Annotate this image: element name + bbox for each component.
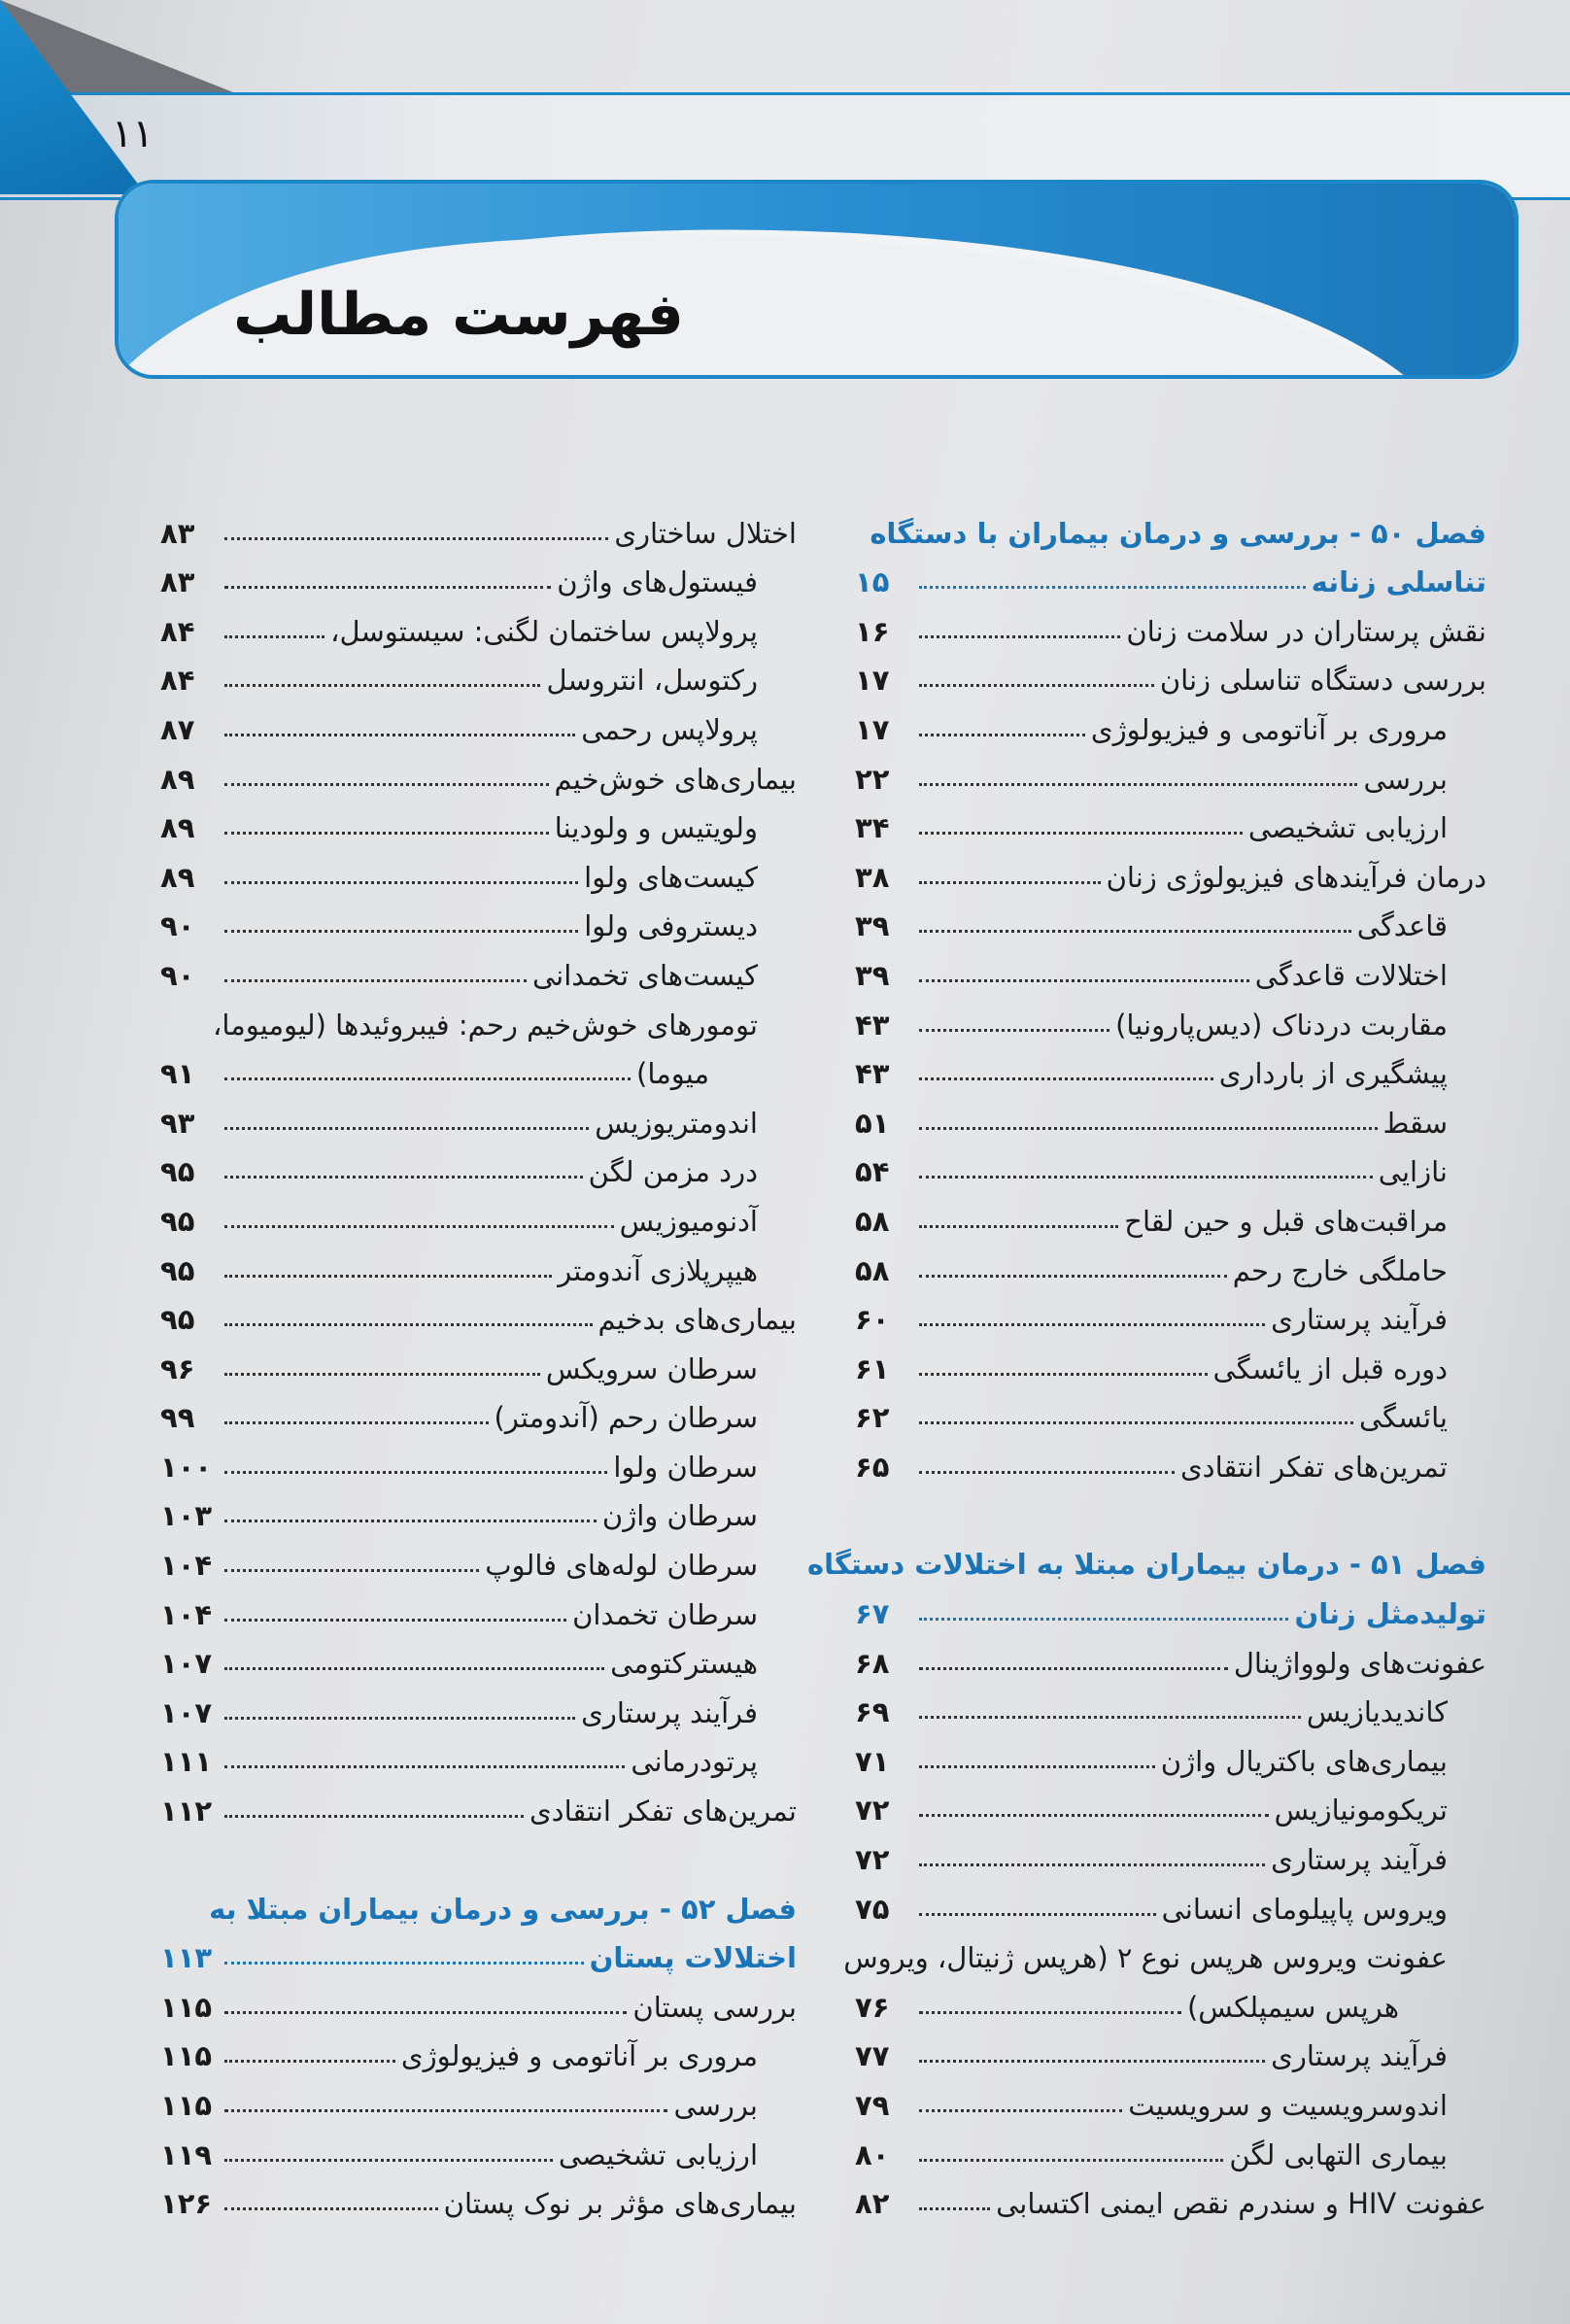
toc-entry <box>160 894 797 943</box>
toc-entry <box>160 1042 797 1091</box>
dot-leader <box>919 1913 1156 1916</box>
toc-page-number: ۹۶ <box>160 1351 195 1385</box>
toc-entry-title: فصل ۵۱ - درمان بیماران مبتلا به اختلالات دستگاه <box>807 1548 1486 1582</box>
dot-leader <box>224 881 578 884</box>
dot-leader <box>919 1323 1265 1326</box>
toc-entry-title: تمرین‌های تفکر انتقادی <box>1179 1450 1448 1484</box>
toc-page-number: ۷۲ <box>855 1843 890 1877</box>
toc-entry <box>160 1532 797 1582</box>
toc-entry-title: اختلالات پستان <box>589 1941 797 1975</box>
toc-entry <box>855 648 1486 698</box>
toc-entry <box>160 2024 797 2073</box>
toc-entry <box>855 1778 1486 1828</box>
toc-page-number: ۱۲۶ <box>160 2187 213 2221</box>
dot-leader <box>224 832 549 835</box>
toc-entry <box>855 1188 1486 1238</box>
toc-entry <box>160 746 797 796</box>
toc-entry-title: سرطان لوله‌های فالوپ <box>485 1549 758 1583</box>
toc-page-number: ۹۱ <box>160 1057 195 1091</box>
toc-entry-title: مقاربت دردناک (دیس‌پارونیا) <box>1115 1008 1448 1042</box>
toc-page-number: ۹۵ <box>160 1155 195 1189</box>
toc-entry-title: نقش پرستاران در سلامت زنان <box>1126 614 1486 648</box>
dot-leader <box>224 2109 667 2112</box>
dot-leader <box>224 1275 552 1278</box>
dot-leader <box>919 1667 1228 1670</box>
dot-leader <box>224 635 324 638</box>
toc-entry-title: پرولاپس ساختمان لگنی: سیستوسل، <box>330 614 758 648</box>
toc-page-number: ۹۵ <box>160 1303 195 1337</box>
toc-page-number: ۹۳ <box>160 1106 195 1140</box>
toc-entry <box>855 746 1486 796</box>
title-banner <box>115 180 1519 379</box>
toc-entry-title: اندوسرویسیت و سرویسیت <box>1128 2089 1448 2122</box>
toc-entry-title: سرطان ولوا <box>613 1450 758 1484</box>
dot-leader <box>919 1077 1213 1080</box>
toc-entry-title: بررسی <box>673 2089 758 2122</box>
toc-page-number: ۵۱ <box>855 1106 890 1140</box>
toc-page-number: ۶۲ <box>855 1401 890 1435</box>
toc-entry-title: پیشگیری از بارداری <box>1218 1057 1448 1091</box>
toc-entry <box>855 1336 1486 1385</box>
toc-entry-title: بیماری التهابی لگن <box>1229 2137 1448 2171</box>
dot-leader <box>224 1471 607 1474</box>
toc-page-number: ۱۰۳ <box>160 1499 213 1533</box>
toc-page-number: ۱۱۵ <box>160 2039 213 2073</box>
toc-entry-title: ویروس پاپیلومای انسانی <box>1161 1892 1448 1926</box>
toc-page-number: ۸۹ <box>160 811 195 845</box>
toc-entry-title: بیماری‌های بدخیم <box>597 1303 797 1337</box>
dot-leader <box>224 1717 575 1720</box>
toc-page-number: ۹۵ <box>160 1253 195 1287</box>
toc-page-number: ۶۹ <box>855 1695 890 1729</box>
toc-right-column <box>807 500 1486 2221</box>
toc-entry <box>160 1385 797 1435</box>
toc-entry <box>160 1188 797 1238</box>
toc-entry-title: کیست‌های ولوا <box>584 860 758 894</box>
toc-page-number: ۳۹ <box>855 958 890 992</box>
toc-entry-title: بررسی <box>1363 762 1448 796</box>
toc-entry-title: سرطان تخمدان <box>572 1597 758 1631</box>
toc-entry-title: دیستروفی ولوا <box>584 909 758 943</box>
toc-page-number: ۷۱ <box>855 1744 890 1778</box>
toc-entry <box>160 500 797 550</box>
toc-entry-title: درد مزمن لگن <box>588 1155 758 1189</box>
toc-entry <box>855 1090 1486 1140</box>
section-gap <box>855 1484 1486 1532</box>
toc-page-number: ۷۷ <box>855 2039 890 2073</box>
toc-entry-title: تومورهای خوش‌خیم رحم: فیبروئیدها (لیومیوما، <box>213 1008 758 1042</box>
toc-page-number: ۸۷ <box>160 712 195 746</box>
toc-entry-title: سرطان رحم (آندومتر) <box>494 1401 758 1435</box>
toc-entry-title: پرتودرمانی <box>631 1745 758 1779</box>
dot-leader <box>224 1569 479 1572</box>
toc-entry <box>855 697 1486 746</box>
dot-leader <box>919 1814 1269 1817</box>
dot-leader <box>224 1619 566 1622</box>
section-gap <box>160 1828 797 1876</box>
dot-leader <box>919 2011 1181 2014</box>
toc-entry <box>855 796 1486 845</box>
toc-entry-title: مروری بر آناتومی و فیزیولوژی <box>1090 712 1448 746</box>
toc-chapter-entry <box>160 1876 797 1926</box>
toc-entry-title: بررسی پستان <box>632 1990 797 2024</box>
toc-entry <box>855 1238 1486 1287</box>
toc-entry-title: ارزیابی تشخیصی <box>1247 811 1448 845</box>
dot-leader <box>919 1029 1109 1032</box>
toc-entry-title: تمرین‌های تفکر انتقادی <box>529 1794 797 1828</box>
toc-entry-title: درمان فرآیندهای فیزیولوژی زنان <box>1106 860 1486 894</box>
toc-entry <box>855 1728 1486 1778</box>
dot-leader <box>224 1667 604 1670</box>
dot-leader <box>224 1520 597 1522</box>
dot-leader <box>919 2159 1223 2162</box>
toc-entry-title: اختلالات قاعدگی <box>1254 958 1448 992</box>
toc-page-number: ۹۰ <box>160 909 195 943</box>
toc-entry-title: مروری بر آناتومی و فیزیولوژی <box>400 2039 758 2073</box>
toc-page-number: ۷۹ <box>855 2089 890 2122</box>
toc-page-number: ۷۲ <box>855 1794 890 1828</box>
toc-entry <box>855 1140 1486 1189</box>
toc-page-number: ۱۱۱ <box>160 1745 213 1779</box>
toc-chapter-entry <box>855 500 1486 550</box>
toc-entry <box>160 1287 797 1337</box>
dot-leader <box>919 1863 1265 1866</box>
dot-leader <box>919 979 1249 982</box>
toc-left-column <box>160 500 797 2220</box>
toc-entry-title: بیماری‌های باکتریال واژن <box>1160 1744 1448 1778</box>
toc-entry <box>160 2122 797 2171</box>
toc-page-number: ۱۷ <box>855 664 890 698</box>
toc-page-number: ۵۴ <box>855 1155 890 1189</box>
toc-entry-title: سقط <box>1382 1106 1448 1140</box>
dot-leader <box>919 1176 1373 1179</box>
toc-page-number: ۹۹ <box>160 1401 195 1435</box>
toc-entry <box>160 844 797 894</box>
dot-leader <box>224 1176 583 1179</box>
toc-entry <box>855 1385 1486 1435</box>
toc-entry <box>855 844 1486 894</box>
dot-leader <box>919 2060 1265 2063</box>
dot-leader <box>919 1421 1353 1424</box>
dot-leader <box>224 930 578 933</box>
toc-entry <box>160 1140 797 1189</box>
toc-entry-title: رکتوسل، انتروسل <box>546 664 758 698</box>
toc-entry <box>160 550 797 599</box>
dot-leader <box>919 635 1120 638</box>
toc-page-number: ۳۴ <box>855 811 890 845</box>
toc-entry-title: سرطان واژن <box>601 1499 758 1533</box>
toc-chapter-entry <box>807 1532 1486 1582</box>
toc-entry <box>160 942 797 992</box>
dot-leader <box>919 586 1306 589</box>
dot-leader <box>224 1077 631 1080</box>
page-number: ۱۱ <box>112 112 154 156</box>
toc-entry-title: تولیدمثل زنان <box>1294 1597 1486 1631</box>
toc-entry <box>160 796 797 845</box>
toc-entry <box>855 1287 1486 1337</box>
dot-leader <box>224 1373 540 1376</box>
toc-entry-title: میوما) <box>636 1057 709 1091</box>
toc-entry-title: فرآیند پرستاری <box>1271 1843 1448 1877</box>
toc-entry <box>855 894 1486 943</box>
dot-leader <box>919 1618 1288 1621</box>
toc-page-number: ۷۵ <box>855 1892 890 1926</box>
toc-entry-title: هیپرپلازی آندومتر <box>558 1253 758 1287</box>
dot-leader <box>919 1471 1175 1474</box>
toc-page-number: ۴۳ <box>855 1008 890 1042</box>
toc-entry <box>160 1336 797 1385</box>
toc-entry <box>160 1484 797 1533</box>
toc-page-number: ۱۰۴ <box>160 1549 213 1583</box>
dot-leader <box>919 2207 990 2210</box>
dot-leader <box>224 734 575 736</box>
toc-page-number: ۶۰ <box>855 1303 890 1337</box>
dot-leader <box>919 734 1085 736</box>
toc-page-number: ۸۳ <box>160 565 195 599</box>
dot-leader <box>224 1962 584 1965</box>
toc-chapter-entry <box>160 1926 797 1975</box>
toc-entry <box>160 1238 797 1287</box>
toc-page-number: ۱۶ <box>855 614 890 648</box>
toc-entry <box>855 1680 1486 1729</box>
toc-page-number: ۶۷ <box>855 1597 890 1631</box>
dot-leader <box>224 1765 625 1768</box>
toc-entry-title: فرآیند پرستاری <box>1271 2039 1448 2073</box>
toc-entry <box>160 1631 797 1681</box>
toc-entry-title: اندومتریوزیس <box>595 1106 758 1140</box>
toc-chapter-entry <box>855 1581 1486 1630</box>
toc-entry-title: فصل ۵۲ - بررسی و درمان بیماران مبتلا به <box>209 1892 797 1926</box>
dot-leader <box>224 1421 489 1424</box>
toc-entry-title: پرولاپس رحمی <box>581 712 758 746</box>
dot-leader <box>224 783 549 786</box>
dot-leader <box>919 1127 1378 1130</box>
toc-entry-title: دوره قبل از یائسگی <box>1212 1351 1448 1385</box>
toc-page-number: ۷۶ <box>855 1990 890 2024</box>
toc-entry-title: عفونت HIV و سندرم نقص ایمنی اکتسابی <box>996 2187 1486 2221</box>
toc-entry <box>160 1680 797 1729</box>
toc-page-number: ۶۱ <box>855 1351 890 1385</box>
toc-page-number: ۹۵ <box>160 1204 195 1238</box>
toc-entry-title: تناسلی زنانه <box>1311 565 1486 599</box>
toc-entry-title: کیست‌های تخمدانی <box>531 958 758 992</box>
dot-leader <box>224 1323 593 1326</box>
toc-entry <box>855 2072 1486 2122</box>
dot-leader <box>919 783 1357 786</box>
toc-entry-title: ارزیابی تشخیصی <box>558 2137 758 2171</box>
toc-entry <box>855 598 1486 648</box>
toc-entry-title: نازایی <box>1378 1155 1448 1189</box>
toc-entry-title: بررسی دستگاه تناسلی زنان <box>1159 664 1486 698</box>
toc-entry-title: فیستول‌های واژن <box>557 565 758 599</box>
toc-page-number: ۱۰۰ <box>160 1450 213 1484</box>
toc-entry-title: هیسترکتومی <box>610 1647 758 1681</box>
dot-leader <box>919 1225 1118 1228</box>
toc-entry-title: یائسگی <box>1358 1401 1448 1435</box>
toc-entry <box>855 1876 1486 1926</box>
toc-entry-title: بیماری‌های مؤثر بر نوک پستان <box>443 2187 797 2221</box>
toc-entry-title: فرآیند پرستاری <box>1271 1303 1448 1337</box>
toc-entry <box>160 1434 797 1484</box>
toc-page-number: ۱۱۵ <box>160 2089 213 2122</box>
dot-leader <box>224 2159 553 2162</box>
toc-entry <box>855 2171 1486 2221</box>
dot-leader <box>224 1127 589 1130</box>
dot-leader <box>224 2060 395 2063</box>
toc-entry-title: اختلال ساختاری <box>614 516 797 550</box>
toc-entry <box>855 992 1486 1042</box>
toc-entry-title: عفونت‌های ولوواژینال <box>1233 1646 1486 1680</box>
toc-entry-title: فرآیند پرستاری <box>581 1695 758 1729</box>
dot-leader <box>919 832 1243 835</box>
dot-leader <box>919 1275 1227 1278</box>
toc-entry <box>160 992 797 1042</box>
dot-leader <box>919 684 1154 687</box>
toc-entry <box>855 2024 1486 2073</box>
toc-page-number: ۳۹ <box>855 909 890 943</box>
toc-page-number: ۸۹ <box>160 860 195 894</box>
toc-entry <box>160 2171 797 2221</box>
toc-entry <box>855 942 1486 992</box>
toc-entry <box>160 1778 797 1828</box>
dot-leader <box>224 979 527 982</box>
toc-page-number: ۸۲ <box>855 2187 890 2221</box>
toc-page-number: ۱۱۳ <box>160 1941 213 1975</box>
toc-page-number: ۱۷ <box>855 712 890 746</box>
toc-page-number: ۶۸ <box>855 1646 890 1680</box>
toc-page-number: ۱۰۴ <box>160 1597 213 1631</box>
toc-page-number: ۶۵ <box>855 1450 890 1484</box>
toc-entry <box>160 1729 797 1779</box>
dot-leader <box>919 2109 1122 2112</box>
dot-leader <box>224 1815 524 1818</box>
toc-entry-title: هرپس سیمپلکس) <box>1186 1990 1399 2024</box>
toc-page-number: ۵۸ <box>855 1253 890 1287</box>
toc-page-number: ۲۲ <box>855 762 890 796</box>
dot-leader <box>919 930 1351 933</box>
toc-entry <box>855 1630 1486 1680</box>
toc-entry-title: آدنومیوزیس <box>619 1204 758 1238</box>
dot-leader <box>919 1716 1301 1719</box>
toc-entry <box>855 2122 1486 2171</box>
toc-entry <box>160 648 797 698</box>
toc-entry-title: بیماری‌های خوش‌خیم <box>554 762 797 796</box>
toc-entry-title: ولویتیس و ولودینا <box>554 811 758 845</box>
toc-entry-title: مراقبت‌های قبل و حین لقاح <box>1124 1204 1448 1238</box>
dot-leader <box>224 1225 614 1228</box>
dot-leader <box>919 881 1101 884</box>
toc-page-number: ۳۸ <box>855 860 890 894</box>
dot-leader <box>919 1765 1155 1768</box>
toc-entry <box>855 1042 1486 1091</box>
toc-page-number: ۸۴ <box>160 664 195 698</box>
toc-page-number: ۱۵ <box>855 565 890 599</box>
toc-entry <box>855 1434 1486 1484</box>
toc-entry-title: حاملگی خارج رحم <box>1232 1253 1448 1287</box>
page-title: فهرست مطالب <box>233 281 684 349</box>
toc-page-number: ۸۰ <box>855 2137 890 2171</box>
dot-leader <box>224 2207 438 2210</box>
toc-entry-title: سرطان سرویکس <box>545 1351 758 1385</box>
toc-page-number: ۱۱۵ <box>160 1990 213 2024</box>
toc-entry <box>855 1974 1486 2024</box>
toc-entry <box>843 1926 1486 1975</box>
dot-leader <box>224 684 540 687</box>
toc-page-number: ۱۰۷ <box>160 1647 213 1681</box>
dot-leader <box>224 586 551 589</box>
toc-entry <box>160 1582 797 1631</box>
toc-entry <box>855 1827 1486 1876</box>
toc-page-number: ۴۳ <box>855 1057 890 1091</box>
dot-leader <box>919 1373 1208 1376</box>
toc-entry-title: کاندیدیازیس <box>1306 1695 1448 1729</box>
toc-entry-title: فصل ۵۰ - بررسی و درمان بیماران با دستگاه <box>870 516 1486 550</box>
dot-leader <box>224 2011 627 2014</box>
toc-page-number: ۹۰ <box>160 958 195 992</box>
toc-entry-title: قاعدگی <box>1356 909 1448 943</box>
toc-entry-title: عفونت ویروس هرپس نوع ۲ (هرپس ژنیتال، ویروس <box>843 1941 1448 1975</box>
toc-page-number: ۸۳ <box>160 516 195 550</box>
toc-chapter-entry <box>855 550 1486 599</box>
toc-entry <box>160 2072 797 2122</box>
toc-entry <box>160 1090 797 1140</box>
toc-entry-title: تریکومونیازیس <box>1274 1794 1448 1828</box>
toc-page-number: ۸۴ <box>160 614 195 648</box>
toc-page-number: ۸۹ <box>160 762 195 796</box>
toc-entry <box>160 598 797 648</box>
toc-page-number: ۱۱۲ <box>160 1794 213 1828</box>
dot-leader <box>224 537 608 540</box>
toc-entry <box>160 1974 797 2024</box>
toc-page-number: ۱۰۷ <box>160 1695 213 1729</box>
toc-page-number: ۱۱۹ <box>160 2137 213 2171</box>
toc-entry <box>160 697 797 746</box>
toc-page-number: ۵۸ <box>855 1204 890 1238</box>
